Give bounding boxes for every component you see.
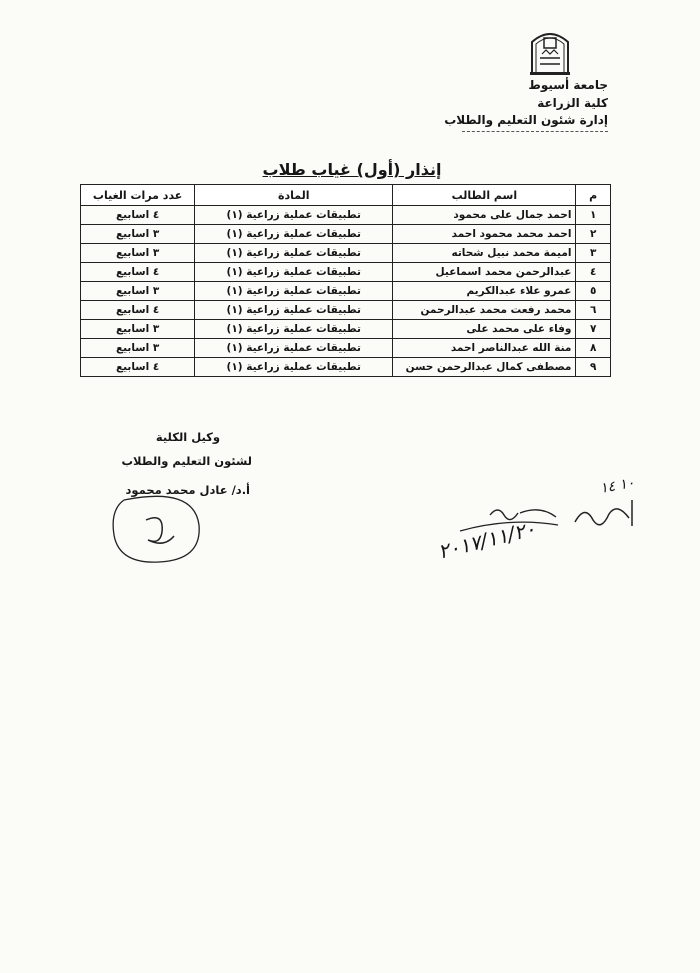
table-row — [81, 339, 611, 358]
table-row — [81, 225, 611, 244]
absence-count: ٤ اسابيع — [81, 263, 195, 282]
absence-warning-table — [80, 184, 611, 377]
faculty-name: كلية الزراعة — [537, 96, 608, 110]
department-name: إدارة شئون التعليم والطلاب — [444, 113, 608, 127]
student-name: محمد رفعت محمد عبدالرحمن — [393, 301, 576, 320]
subject: تطبيقات عملية زراعية (١) — [195, 282, 393, 301]
header-index: م — [576, 185, 611, 206]
row-index: ١ — [576, 206, 611, 225]
subject: تطبيقات عملية زراعية (١) — [195, 358, 393, 377]
row-index: ٦ — [576, 301, 611, 320]
handwritten-mark — [570, 492, 650, 532]
table-row — [81, 358, 611, 377]
subject: تطبيقات عملية زراعية (١) — [195, 263, 393, 282]
row-index: ٨ — [576, 339, 611, 358]
table-row — [81, 263, 611, 282]
absence-count: ٣ اسابيع — [81, 320, 195, 339]
signatory-title: وكيل الكلية — [155, 430, 220, 444]
document-title: إنذار (أول) غياب طلاب — [262, 160, 442, 179]
header-student-name: اسم الطالب — [393, 185, 576, 206]
student-name: احمد جمال على محمود — [393, 206, 576, 225]
table-row — [81, 320, 611, 339]
university-name: جامعة أسيوط — [528, 78, 608, 92]
handwritten-note: ١٠ ١٤ — [598, 475, 636, 497]
university-emblem-icon — [528, 28, 572, 76]
table-row — [81, 282, 611, 301]
row-index: ٢ — [576, 225, 611, 244]
row-index: ٤ — [576, 263, 611, 282]
signatory-name: أ.د/ عادل محمد محمود — [125, 483, 250, 497]
signatory-department: لشئون التعليم والطلاب — [121, 454, 252, 468]
absence-count: ٤ اسابيع — [81, 358, 195, 377]
header-absences: عدد مرات الغياب — [81, 185, 195, 206]
absence-count: ٣ اسابيع — [81, 244, 195, 263]
student-name: عمرو علاء عبدالكريم — [393, 282, 576, 301]
row-index: ٧ — [576, 320, 611, 339]
student-name: وفاء على محمد على — [393, 320, 576, 339]
student-name: احمد محمد محمود احمد — [393, 225, 576, 244]
table-row — [81, 244, 611, 263]
student-name: منة الله عبدالناصر احمد — [393, 339, 576, 358]
subject: تطبيقات عملية زراعية (١) — [195, 339, 393, 358]
absence-count: ٤ اسابيع — [81, 301, 195, 320]
student-name: عبدالرحمن محمد اسماعيل — [393, 263, 576, 282]
subject: تطبيقات عملية زراعية (١) — [195, 244, 393, 263]
absence-count: ٣ اسابيع — [81, 282, 195, 301]
subject: تطبيقات عملية زراعية (١) — [195, 320, 393, 339]
absence-count: ٤ اسابيع — [81, 206, 195, 225]
header-divider — [462, 131, 608, 132]
row-index: ٩ — [576, 358, 611, 377]
table-header-row — [81, 185, 611, 206]
student-name: اميمة محمد نبيل شحاته — [393, 244, 576, 263]
subject: تطبيقات عملية زراعية (١) — [195, 206, 393, 225]
subject: تطبيقات عملية زراعية (١) — [195, 225, 393, 244]
table-row — [81, 301, 611, 320]
handwritten-date: ٢٠١٧/١١/٢٠ — [435, 516, 538, 564]
table-row — [81, 206, 611, 225]
row-index: ٥ — [576, 282, 611, 301]
absence-count: ٣ اسابيع — [81, 225, 195, 244]
header-subject: المادة — [195, 185, 393, 206]
handwritten-signature — [104, 490, 214, 570]
absence-count: ٣ اسابيع — [81, 339, 195, 358]
row-index: ٣ — [576, 244, 611, 263]
subject: تطبيقات عملية زراعية (١) — [195, 301, 393, 320]
student-name: مصطفى كمال عبدالرحمن حسن — [393, 358, 576, 377]
